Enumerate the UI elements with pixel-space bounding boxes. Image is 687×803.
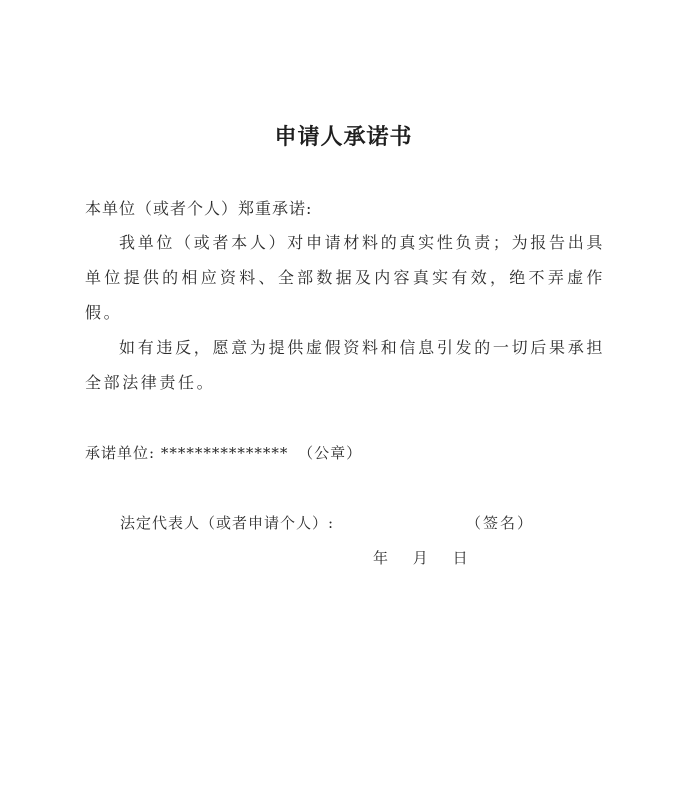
date-month: 月 bbox=[412, 549, 428, 567]
paragraph-liability: 如有违反，愿意为提供虚假资料和信息引发的一切后果承担全部法律责任。 bbox=[85, 338, 605, 392]
seal-label: （公章） bbox=[298, 444, 363, 462]
date-year: 年 bbox=[373, 549, 389, 567]
salutation: 本单位（或者个人）郑重承诺: bbox=[85, 199, 313, 218]
committing-unit-line bbox=[85, 442, 362, 463]
date-day: 日 bbox=[452, 549, 468, 567]
unit-label: 承诺单位: bbox=[85, 444, 156, 462]
signature-label: （签名） bbox=[466, 514, 535, 532]
date-line bbox=[373, 547, 468, 568]
legal-representative-label: 法定代表人（或者申请个人）: bbox=[120, 514, 335, 532]
unit-value: *************** bbox=[160, 444, 289, 462]
paragraph-responsibility: 我单位（或者本人）对申请材料的真实性负责；为报告出具单位提供的相应资料、全部数据及内容真实有效，绝不弄虚作假。 bbox=[85, 233, 605, 322]
page-title: 申请人承诺书 bbox=[274, 124, 413, 150]
